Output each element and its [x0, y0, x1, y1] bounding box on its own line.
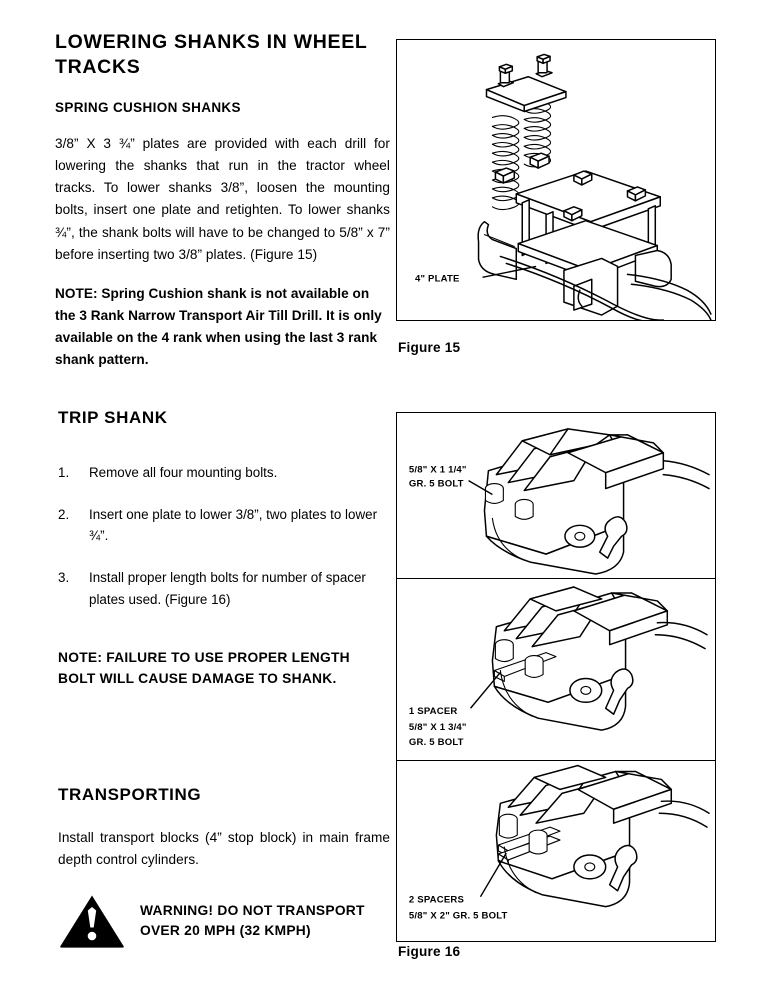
- bolt-left: [495, 640, 513, 662]
- trip-shank-section: [58, 408, 388, 690]
- trip-shank-two-spacers-illustration: [397, 761, 715, 941]
- warning-line-1: WARNING! DO NOT TRANSPORT: [140, 903, 365, 919]
- warning-banner: [58, 893, 390, 949]
- callout-line-3: GR. 5 BOLT: [408, 737, 464, 749]
- bolt-left: [499, 814, 517, 838]
- step-text: Remove all four mounting bolts.: [89, 465, 278, 480]
- spring-nut-right: [530, 153, 549, 168]
- step-text: Insert one plate to lower 3/8”, two plates to lower ¾”.: [89, 506, 378, 544]
- step-number: 2.: [58, 506, 70, 522]
- list-item: [58, 504, 388, 547]
- spring-bolt-right: [536, 54, 552, 76]
- transporting-heading: TRANSPORTING: [58, 785, 202, 804]
- page-title: LOWERING SHANKS IN WHEEL TRACKS: [55, 31, 368, 78]
- figure-15-frame: [396, 39, 716, 321]
- callout-line-1: 2 SPACERS: [408, 894, 465, 906]
- spring-coils-front: [492, 116, 518, 210]
- figure-16-panel-one-spacer: [397, 579, 715, 761]
- bolt-right: [529, 830, 547, 854]
- callout-line-2: GR. 5 BOLT: [408, 478, 464, 490]
- figure-16-panel-no-spacer: [397, 413, 715, 579]
- trip-shank-step-list: [58, 462, 388, 611]
- bolt-right: [515, 499, 533, 519]
- warning-text: [140, 901, 365, 941]
- figure-16-frame: [396, 412, 716, 942]
- figure-16-caption: Figure 16: [398, 944, 461, 959]
- callout-line-2: 5/8" X 1 3/4": [408, 722, 467, 734]
- spring-bolt-left: [498, 64, 513, 86]
- spring-cushion-note: NOTE: Spring Cushion shank is not available on the 3 Rank Narrow Transport Air Till Drill. It is only available on the 4 rank when using the last 3 rank shank pattern.: [55, 285, 382, 367]
- step-text: Install proper length bolts for number of spacer plates used. (Figure 16): [89, 570, 366, 607]
- callout-line-2: 5/8" X 2" GR. 5 BOLT: [408, 910, 508, 922]
- spring-cushion-shanks-heading: SPRING CUSHION SHANKS: [55, 99, 241, 115]
- bolt-left: [485, 484, 503, 504]
- warning-triangle-icon: [58, 893, 126, 949]
- spring-cushion-shank-illustration: [397, 40, 715, 320]
- shank-clamp-body: [478, 222, 516, 280]
- transporting-section: [58, 785, 390, 949]
- trip-shank-note: NOTE: FAILURE TO USE PROPER LENGTH BOLT WILL CAUSE DAMAGE TO SHANK.: [58, 649, 350, 687]
- step-number: 3.: [58, 570, 70, 586]
- hydraulic-lines: [663, 461, 709, 489]
- callout-4in-plate-label: 4" PLATE: [415, 273, 460, 285]
- trip-shank-heading: TRIP SHANK: [58, 408, 168, 427]
- list-item: [58, 567, 388, 610]
- step-number: 1.: [58, 465, 70, 480]
- trip-shank-one-spacer-illustration: [397, 579, 715, 760]
- bolt-right: [525, 656, 543, 678]
- figure-16-panel-two-spacers: [397, 761, 715, 941]
- warning-line-2: OVER 20 MPH (32 KMPH): [140, 923, 311, 939]
- callout-leader: [480, 853, 506, 897]
- list-item: [58, 462, 388, 484]
- figure-15-caption: Figure 15: [398, 340, 461, 355]
- callout-leader: [471, 672, 501, 708]
- callout-line-1: 5/8" X 1 1/4": [408, 464, 467, 476]
- lowering-shanks-section: [55, 30, 390, 371]
- callout-line-1: 1 SPACER: [408, 706, 458, 718]
- lowering-shanks-body: 3/8” X 3 ¾” plates are provided with each drill for lowering the shanks that run in the tractor wheel tracks. To lower shanks 3/8”, loosen the mounting bolts, insert one plate and retighten. To lower shanks ¾”, the shank bolts will have to be changed to 5/8” x 7” before inserting two 3/8” plates. (Figure 15): [55, 135, 390, 262]
- transporting-body: Install transport blocks (4” stop block) in main frame depth control cylinders.: [58, 830, 390, 868]
- trip-shank-no-spacer-illustration: [397, 413, 715, 578]
